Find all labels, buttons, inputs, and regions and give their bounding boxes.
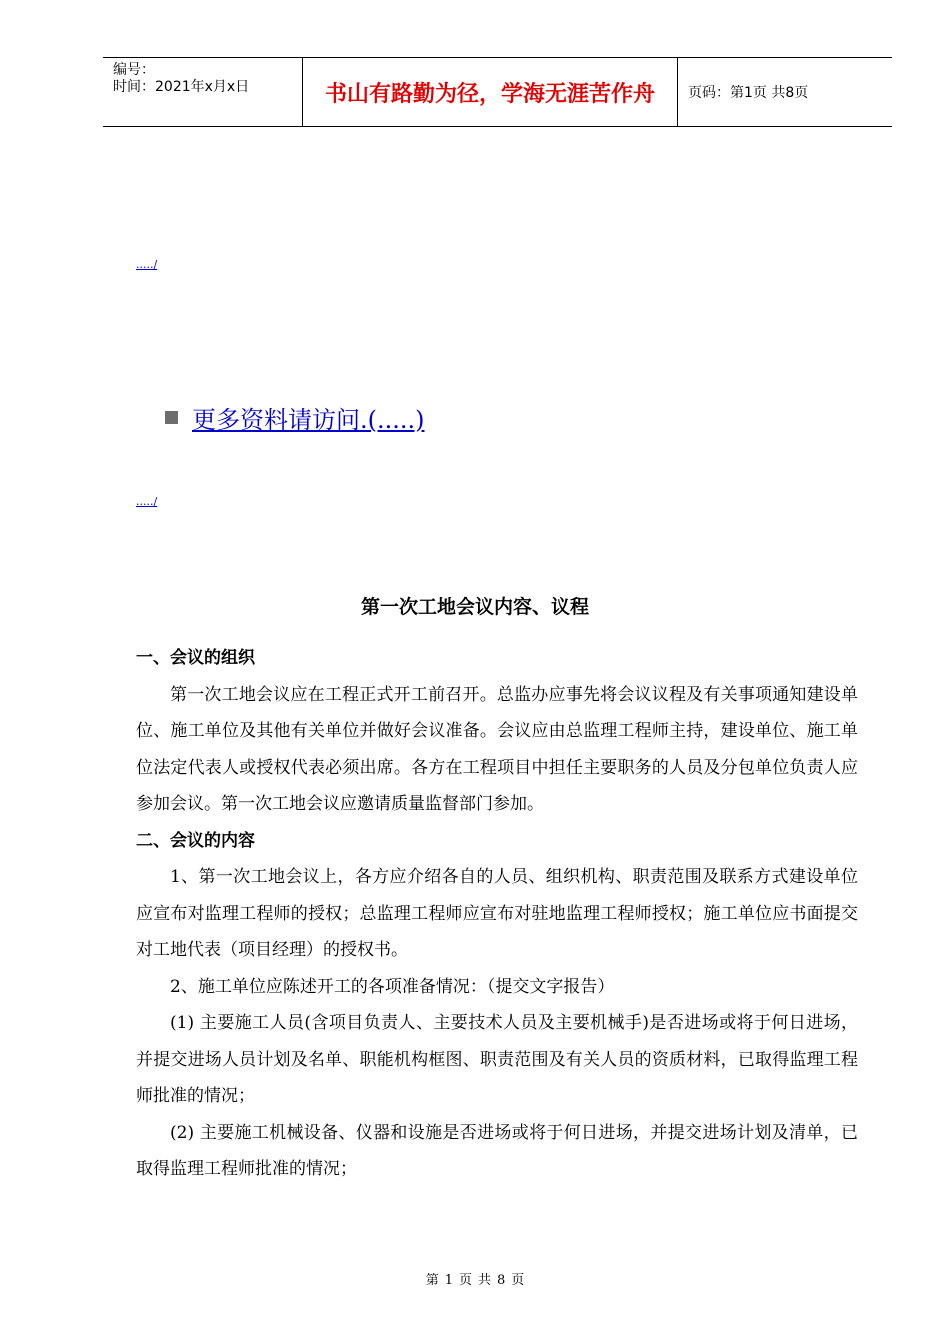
section2-paragraph-4: (2) 主要施工机械设备、仪器和设施是否进场或将于何日进场，并提交进场计划及清单，已取得监理工程师批准的情况； [136, 1122, 858, 1179]
footer-total-pages: 8 [497, 1273, 506, 1288]
footer-page-number: 1 [444, 1273, 453, 1288]
more-info-row [165, 400, 425, 435]
section2-paragraph-1: 1、第一次工地会议上，各方应介绍各自的人员、组织机构、职责范围及联系方式建设单位应宣布对监理工程师的授权；总监理工程师应宣布对驻地监理工程师授权；施工单位应书面提交对工地代表（项目经理）的授权书。 [136, 867, 858, 960]
more-info-link[interactable]: 更多资料请访问.(.....) [192, 406, 425, 434]
document-title: 第一次工地会议内容、议程 [360, 596, 589, 618]
header-page-label: 页码：第1页 共8页 [688, 85, 809, 101]
document-header [103, 57, 892, 127]
section1-heading: 一、会议的组织 [136, 648, 255, 668]
top-small-link[interactable]: ...../ [136, 258, 158, 271]
footer-gong: 共 [478, 1273, 492, 1288]
document-body [136, 640, 858, 1188]
section1-paragraph: 第一次工地会议应在工程正式开工前召开。总监办应事先将会议议程及有关事项通知建设单位、施工单位及其他有关单位并做好会议准备。会议应由总监理工程师主持，建设单位、施工单位法定代表人或授权代表必须出席。各方在工程项目中担任主要职务的人员及分包单位负责人应参加会议。第一次工地会议应邀请质量监督部门参加。 [136, 684, 858, 814]
section2-heading: 二、会议的内容 [136, 830, 255, 851]
header-meta [103, 58, 303, 126]
footer-ye: 页 [458, 1273, 472, 1288]
section2-paragraph-2: 2、施工单位应陈述开工的各项准备情况：（提交文字报告） [170, 976, 615, 997]
mid-small-link[interactable]: ...../ [136, 495, 158, 508]
section2-paragraph-3: (1) 主要施工人员(含项目负责人、主要技术人员及主要机械手)是否进场或将于何日进场，并提交进场人员计划及名单、职能机构框图、职责范围及有关人员的资质材料，已取得监理工程师批准的情况； [136, 1013, 858, 1106]
number-label: 编号： [113, 62, 155, 78]
page-footer [0, 1269, 950, 1288]
time-label: 时间：2021年x月x日 [113, 79, 250, 95]
footer-di: 第 [425, 1273, 439, 1288]
header-motto: 书山有路勤为径，学海无涯苦作舟 [303, 58, 678, 126]
footer-ye2: 页 [511, 1273, 525, 1288]
square-bullet-icon [165, 411, 178, 424]
